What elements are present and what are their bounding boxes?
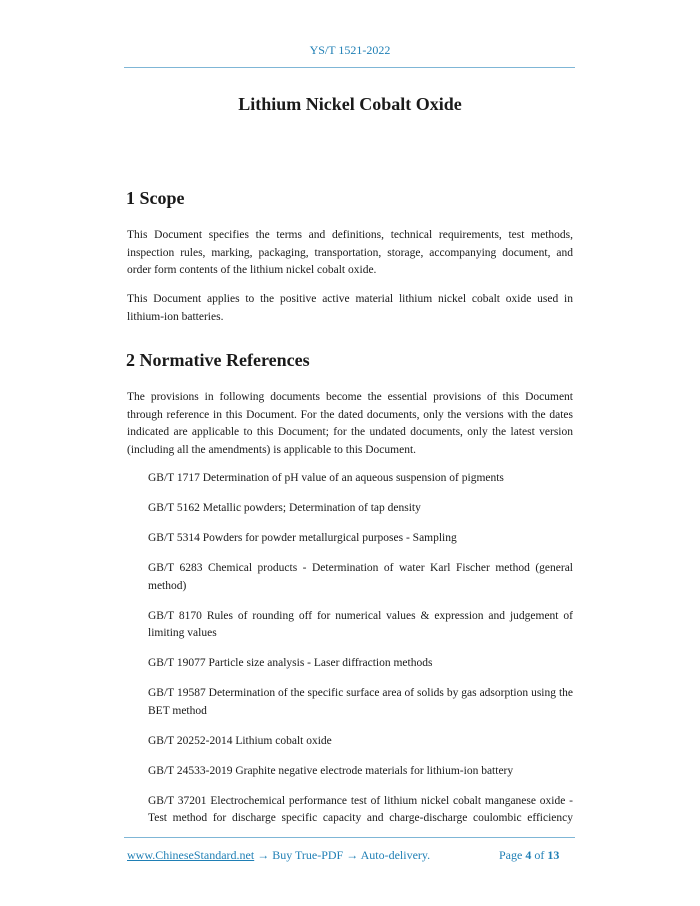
arrow-right-icon: → [346,848,359,862]
page-total: 13 [547,848,560,862]
page-header [0,43,700,58]
normative-references-paragraph: The provisions in following documents become the essential provisions of this Document through reference in this Document. For the dated documents, only the versions with the dates indicated are applicable to this Document; for the undated documents, only the latest version (including all the amendments) is applicable to this Document. [127,391,573,456]
reference-item: GB/T 24533-2019 Graphite negative electrode materials for lithium-ion battery [148,764,514,777]
scope-paragraph-1: This Document specifies the terms and definitions, technical requirements, test methods, inspection rules, marking, packaging, transportation, storage, accompanying document, and order form contents of the lithium nickel cobalt oxide. [127,229,573,276]
reference-item: GB/T 19587 Determination of the specific surface area of solids by gas adsorption using the BET method [148,687,573,717]
buy-pdf-text: Buy True-PDF [272,848,344,862]
auto-delivery-text: Auto-delivery. [360,848,431,862]
reference-item: GB/T 6283 Chemical products - Determination of water Karl Fischer method (general method) [148,562,573,592]
reference-item: GB/T 5314 Powders for powder metallurgical purposes - Sampling [148,532,457,544]
reference-list [148,470,573,840]
standard-code: YS/T 1521-2022 [309,43,391,57]
page-indicator [499,848,559,863]
reference-item: GB/T 37201 Electrochemical performance test of lithium nickel cobalt manganese oxide - Test method for discharge specific capacity and charge-discharge coulombic efficiency [148,794,573,824]
section-heading-normative-references: 2 Normative References [126,350,310,370]
site-link[interactable]: www.ChineseStandard.net [127,848,255,862]
header-rule [124,67,575,68]
footer-promo [127,848,430,863]
scope-paragraph-2: This Document applies to the positive active material lithium nickel cobalt oxide used in lithium-ion batteries. [127,293,573,323]
section-heading-scope: 1 Scope [126,188,185,208]
reference-item: GB/T 19077 Particle size analysis - Laser diffraction methods [148,657,433,669]
reference-item: GB/T 5162 Metallic powders; Determination of tap density [148,502,421,514]
footer-rule [124,837,575,838]
of-label: of [534,848,545,862]
reference-item: GB/T 1717 Determination of pH value of an aqueous suspension of pigments [148,472,504,484]
reference-item: GB/T 8170 Rules of rounding off for numerical values & expression and judgement of limiting values [148,609,573,639]
page-label: Page [499,848,523,862]
document-title: Lithium Nickel Cobalt Oxide [238,94,462,114]
reference-item: GB/T 20252-2014 Lithium cobalt oxide [148,734,332,747]
arrow-right-icon: → [257,848,270,862]
page-current: 4 [525,848,532,862]
